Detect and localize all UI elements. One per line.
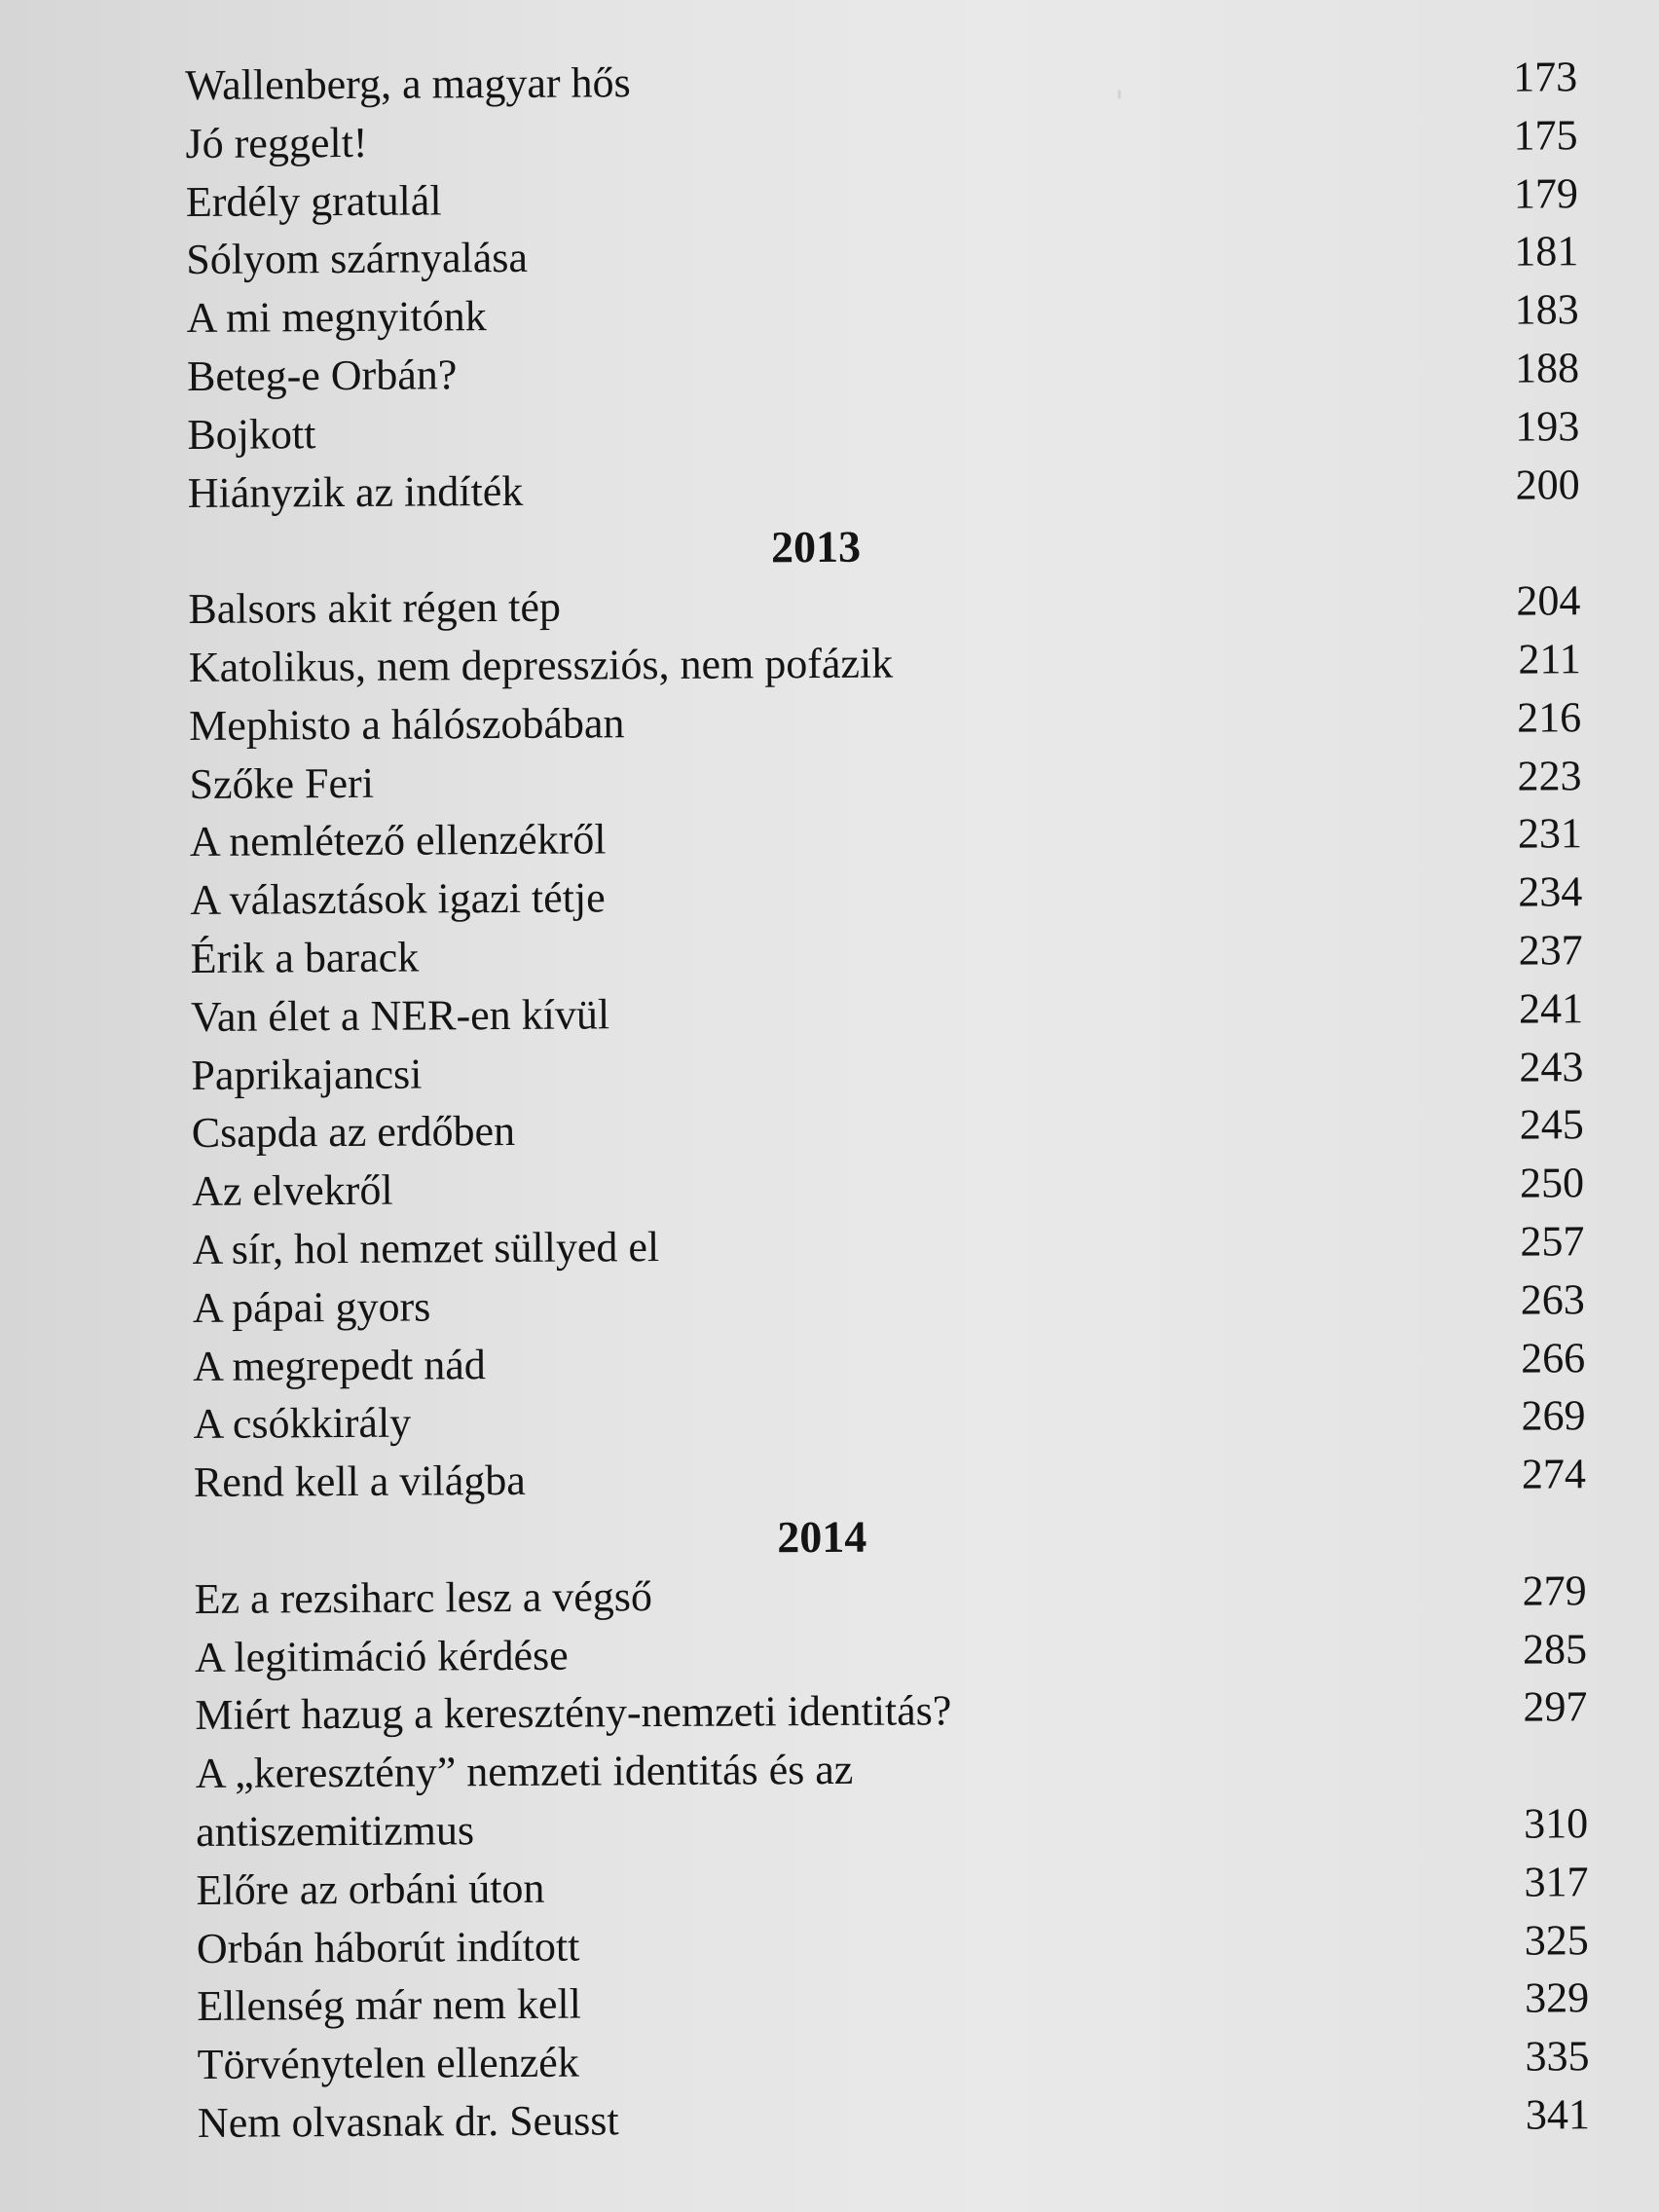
entry-page-number: 175 (1513, 111, 1578, 160)
entry-title: A legitimáció kérdése (194, 1631, 569, 1681)
toc-entry (197, 2027, 1589, 2094)
toc-entry (195, 1620, 1587, 1687)
entry-page-number: 243 (1519, 1042, 1584, 1091)
toc-entry (193, 1271, 1585, 1338)
year-heading-2013: 2013 (770, 522, 862, 572)
entry-title: Beteg-e Orbán? (186, 350, 458, 400)
toc-entry (190, 863, 1582, 930)
entry-page-number: 245 (1519, 1100, 1584, 1149)
entry-page-number: 274 (1521, 1450, 1587, 1498)
entry-page-number: 188 (1514, 344, 1580, 392)
toc-entry (197, 1970, 1589, 2037)
entry-title: Érik a barack (190, 933, 420, 982)
entry-title: Paprikajancsi (191, 1050, 423, 1099)
toc-entry (194, 1562, 1586, 1629)
entry-title: Nem olvasnak dr. Seusst (197, 2096, 619, 2147)
toc-entry (192, 1154, 1584, 1221)
toc-entry (189, 688, 1581, 756)
entry-page-number: 234 (1518, 867, 1583, 916)
toc-entry (187, 339, 1579, 406)
toc-entry (188, 456, 1580, 523)
entry-page-number: 179 (1513, 168, 1579, 218)
toc-entry (192, 1212, 1584, 1279)
entry-page-number: 335 (1525, 2032, 1590, 2081)
entry-page-number: 285 (1522, 1624, 1588, 1674)
toc-entry (193, 1329, 1585, 1396)
toc-entry (192, 1096, 1584, 1163)
table-of-contents (185, 48, 1590, 2152)
entry-page-number: 279 (1522, 1566, 1587, 1615)
entry-title: Törvénytelen ellenzék (197, 2038, 579, 2089)
entry-page-number: 193 (1515, 402, 1580, 451)
entry-title: Wallenberg, a magyar hős (185, 58, 631, 109)
entry-page-number: 183 (1514, 285, 1579, 334)
entry-title: Balsors akit régen tép (188, 582, 562, 634)
entry-title: Előre az orbáni úton (196, 1863, 545, 1914)
toc-entry (190, 805, 1582, 872)
bleed-through-text: ˌ (1110, 36, 1129, 99)
entry-title: Van élet a NER-en kívül (190, 990, 610, 1041)
entry-title: Ez a rezsiharc lesz a végső (194, 1571, 653, 1623)
toc-entry (198, 2085, 1590, 2153)
entry-title: Mephisto a hálószobában (189, 699, 625, 750)
entry-title: Ellenség már nem kell (197, 1979, 582, 2031)
entry-page-number: 263 (1520, 1274, 1585, 1324)
entry-page-number: 250 (1519, 1159, 1585, 1207)
entry-page-number: 231 (1517, 809, 1583, 859)
entry-title: Csapda az erdőben (191, 1107, 516, 1158)
entry-page-number: 269 (1521, 1391, 1586, 1440)
entry-page-number: 317 (1524, 1857, 1589, 1906)
entry-title: A pápai gyors (192, 1282, 431, 1332)
toc-entry (186, 165, 1578, 232)
entry-page-number: 211 (1518, 635, 1581, 683)
entry-title: Hiányzik az indíték (187, 466, 524, 517)
entry-page-number: 200 (1515, 460, 1580, 509)
entry-page-number: 173 (1513, 53, 1578, 101)
entry-title: Erdély gratulál (185, 175, 442, 226)
entry-page-number: 341 (1525, 2090, 1591, 2139)
entry-title: A csókkirály (193, 1398, 412, 1449)
toc-entry (186, 280, 1578, 348)
year-heading-2014: 2014 (777, 1511, 867, 1563)
entry-title: A „keresztény” nemzeti identitás és az antiszemitizmus (195, 1745, 854, 1856)
entry-title: Jó reggelt! (185, 118, 368, 167)
toc-entry (189, 630, 1581, 697)
toc-entry (195, 1678, 1587, 1746)
entry-title: Miért hazug a keresztény-nemzeti identitás? (195, 1686, 952, 1740)
entry-title: Sólyom szárnyalása (186, 234, 529, 284)
entry-title: A mi megnyitónk (186, 292, 487, 343)
entry-title: A megrepedt nád (193, 1340, 486, 1390)
toc-entry (186, 223, 1578, 290)
entry-title: A választások igazi tétje (190, 873, 606, 925)
toc-entry (188, 571, 1580, 639)
toc-entry (187, 397, 1579, 464)
entry-page-number: 325 (1524, 1915, 1589, 1965)
toc-entry (191, 979, 1583, 1047)
toc-entry (196, 1853, 1588, 1920)
toc-entry (190, 921, 1582, 988)
entry-page-number: 237 (1518, 926, 1583, 975)
toc-entry (194, 1445, 1586, 1512)
entry-page-number: 241 (1518, 983, 1584, 1033)
entry-page-number: 329 (1525, 1973, 1590, 2022)
entry-title: Az elvekről (191, 1165, 393, 1216)
entry-title: Szőke Feri (189, 758, 375, 808)
entry-title: A nemlétező ellenzékről (189, 815, 607, 866)
entry-page-number: 223 (1517, 751, 1582, 800)
entry-title: Orbán háborút indított (196, 1922, 580, 1972)
entry-title: Bojkott (187, 409, 316, 459)
entry-page-number: 310 (1523, 1799, 1589, 1848)
toc-entry (197, 1911, 1589, 1978)
entry-page-number: 297 (1523, 1682, 1588, 1731)
entry-title: Katolikus, nem depressziós, nem pofázik (188, 639, 894, 691)
toc-entry (189, 747, 1581, 814)
entry-title: A sír, hol nemzet süllyed el (192, 1222, 660, 1273)
entry-title: Rend kell a világba (193, 1456, 526, 1507)
toc-entry (196, 1736, 1589, 1861)
toc-entry (193, 1387, 1585, 1455)
entry-page-number: 216 (1517, 693, 1582, 742)
entry-page-number: 257 (1520, 1217, 1585, 1266)
toc-entry (191, 1038, 1583, 1105)
toc-entry (185, 106, 1577, 173)
entry-page-number: 266 (1521, 1333, 1586, 1382)
entry-page-number: 181 (1514, 227, 1579, 276)
toc-entry (185, 48, 1577, 115)
entry-page-number: 204 (1516, 576, 1581, 625)
